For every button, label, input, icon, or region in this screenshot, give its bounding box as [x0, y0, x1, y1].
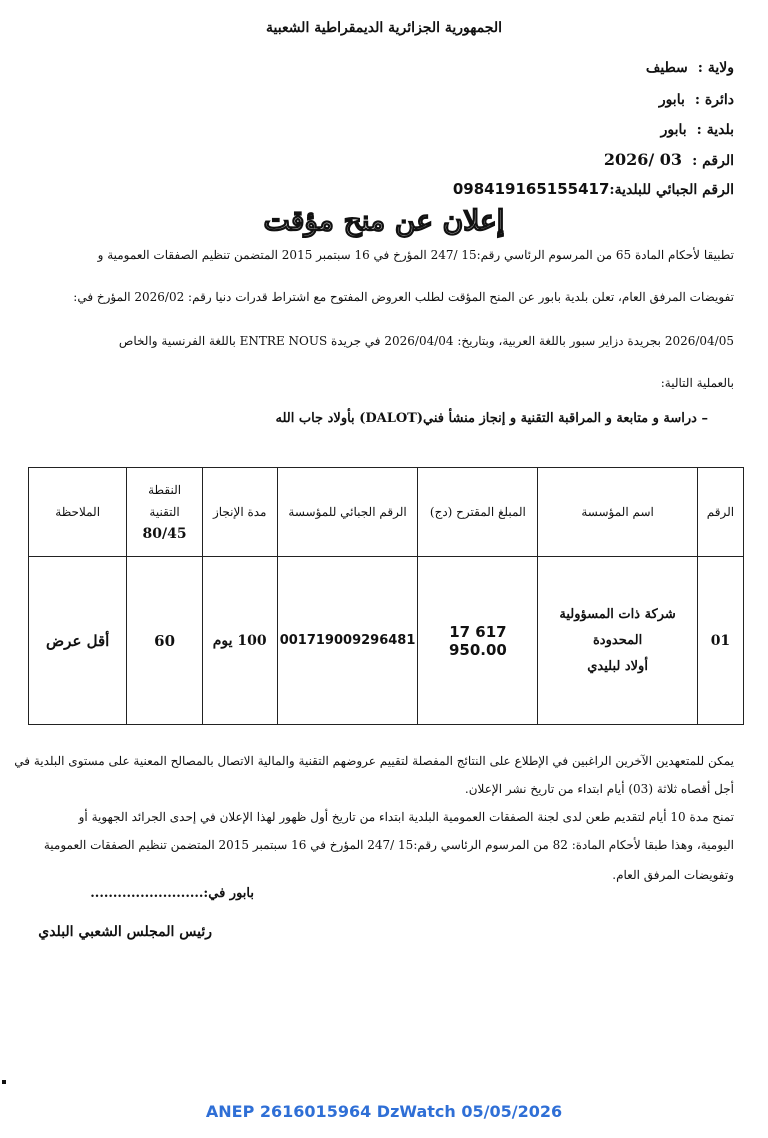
- cell-note: أقل عرض: [29, 557, 127, 725]
- cell-company-line2: أولاد لبليدي: [587, 658, 648, 674]
- header-tech-line2: التقنية: [149, 505, 180, 519]
- intro-line-1: تطبيقا لأحكام المادة 65 من المرسوم الرئاسي رقم:15 /247 المؤرخ في 16 سبتمبر 2015 المتضمن تنظيم الصفقات العمومية و: [97, 248, 734, 262]
- number-label: الرقم :: [692, 153, 734, 169]
- notice-p1-line2: أجل أقصاه ثلاثة (03) أيام ابتداء من تاريخ نشر الإعلان.: [464, 782, 734, 796]
- table-row: [29, 557, 744, 725]
- table-header-row: [29, 468, 744, 557]
- nif-line: [453, 180, 734, 198]
- header-amount: المبلغ المقترح (دج): [418, 468, 538, 557]
- wilaya-label: ولاية :: [697, 60, 734, 76]
- header-company: اسم المؤسسة: [538, 468, 698, 557]
- number-line: [604, 150, 734, 169]
- margin-mark: [2, 1080, 6, 1084]
- notice-p1-line1: يمكن للمتعهدين الآخرين الراغبين في الإطلاع على النتائج المفصلة لتقييم عروضهم التقنية والمالية الاتصال بالمصالح المعنية على مستوى البلدية في: [14, 754, 734, 768]
- results-table: [28, 467, 744, 725]
- daira-line: [659, 92, 734, 108]
- intro-line-3: 2026/04/05 بجريدة دزاير سبور باللغة العربية، وبتاريخ: 2026/04/04 في جريدة ENTRE NOUS باللغة الفرنسية والخاص: [118, 334, 734, 348]
- notice-p2-line2: اليومية، وهذا طبقا لأحكام المادة: 82 من المرسوم الرئاسي رقم:15 /247 المؤرخ في 16 سبتمبر 2015 المتضمن تنظيم الصفقات العمومية: [43, 838, 734, 852]
- wilaya-line: [646, 60, 734, 76]
- header-tech-line1: النقطة: [148, 483, 182, 497]
- notice-p2-line1: تمنح مدة 10 أيام لتقديم طعن لدى لجنة الصفقات العمومية البلدية ابتداء من تاريخ أول ظهور لهذا الإعلان في إحدى الجرائد الجهوية أو: [78, 810, 734, 824]
- header-tech-line3: 80/45: [142, 526, 187, 542]
- header-note: الملاحظة: [29, 468, 127, 557]
- header-nif: الرقم الجبائي للمؤسسة: [277, 468, 418, 557]
- signature-place: بابور في:.........................: [90, 886, 254, 901]
- commune-line: [661, 122, 734, 138]
- cell-tech: 60: [127, 557, 202, 725]
- nif-value: 098419165155417: [452, 180, 610, 198]
- nif-label: الرقم الجبائي للبلدية:: [609, 182, 734, 198]
- cell-nif: 001719009296481: [277, 557, 418, 725]
- notice-p2-line3: وتفويضات المرفق العام.: [612, 868, 734, 882]
- cell-duration: 100 يوم: [202, 557, 277, 725]
- cell-amount: 17 617 950.00: [418, 557, 538, 725]
- footer-reference: ANEP 2616015964 DzWatch 05/05/2026: [205, 1102, 563, 1121]
- daira-label: دائرة :: [694, 92, 734, 108]
- commune-label: بلدية :: [696, 122, 734, 138]
- signature-title: رئيس المجلس الشعبي البلدي: [38, 924, 212, 940]
- number-value: 03 /2026: [603, 150, 683, 169]
- header-duration: مدة الإنجاز: [202, 468, 277, 557]
- header-tech: [127, 468, 202, 557]
- operation-line: – دراسة و متابعة و المراقبة التقنية و إنجاز منشأ فني(DALOT) بأولاد جاب الله: [275, 411, 708, 426]
- intro-line-2: تفويضات المرفق العام، تعلن بلدية بابور عن المنح المؤقت لطلب العروض المفتوح مع اشتراط قدرات دنيا رقم: 2026/02 المؤرخ في:: [73, 290, 734, 304]
- daira-value: بابور: [658, 92, 685, 108]
- republic-header: الجمهورية الجزائرية الديمقراطية الشعبية: [265, 20, 502, 36]
- intro-line-4: بالعملية التالية:: [660, 376, 734, 390]
- announcement-title: إعلان عن منح مؤقت: [263, 204, 505, 237]
- cell-company: [538, 557, 698, 725]
- header-num: الرقم: [697, 468, 743, 557]
- wilaya-value: سطيف: [645, 60, 688, 76]
- commune-value: بابور: [660, 122, 687, 138]
- cell-num: 01: [697, 557, 743, 725]
- cell-company-line1: شركة ذات المسؤولية المحدودة: [559, 606, 676, 648]
